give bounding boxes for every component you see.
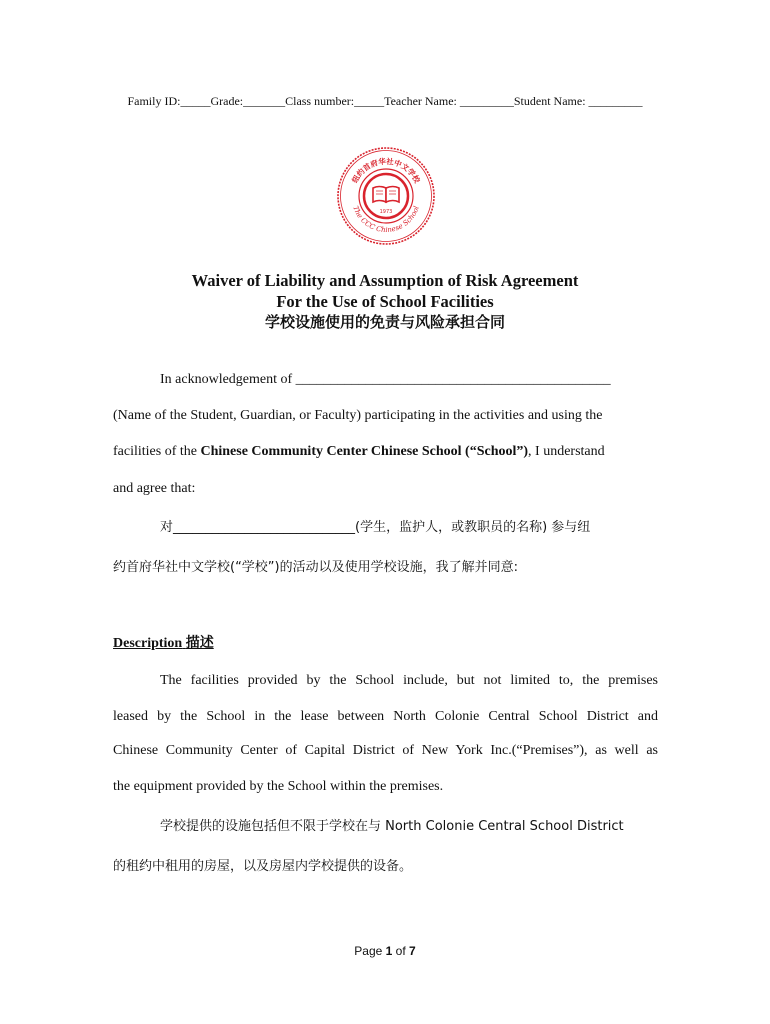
of-label: of (395, 944, 406, 958)
description-line-3: Chinese Community Center of Capital District of New York Inc.(“Premises”), as well as (113, 743, 658, 758)
description-zh-line-1: 学校提供的设施包括但不限于学校在与 North Colonie Central School District (160, 819, 624, 834)
description-heading-zh: 描述 (185, 635, 214, 651)
ack-line-3-pre: facilities of the (113, 444, 201, 459)
description-line-1: The facilities provided by the School include, but not limited to, the premises (160, 673, 658, 688)
family-info-line: Family ID:_____Grade:_______Class number:_____Teacher Name: _________Student Name: _________ (127, 94, 643, 108)
ack-zh-line-1: 对____________________________(学生，监护人，或教职员的名称) 参与纽 (160, 520, 591, 535)
open-book-icon (373, 187, 399, 203)
school-logo (336, 146, 436, 246)
ack-line-1: In acknowledgement of _____________________________________________ (160, 372, 611, 387)
page-number: 1 (385, 944, 393, 958)
description-line-2: leased by the School in the lease between North Colonie Central School District and (113, 709, 658, 724)
ack-zh-line-2: 约首府华社中文学校(“学校”)的活动以及使用学校设施，我了解并同意: (113, 560, 518, 575)
page-label: Page (354, 944, 383, 958)
description-zh-line-2: 的租约中租用的房屋，以及房屋内学校提供的设备。 (113, 859, 413, 874)
title-line-1: Waiver of Liability and Assumption of Risk Agreement (191, 271, 579, 290)
title-line-2: For the Use of School Facilities (276, 292, 494, 311)
description-line-4: the equipment provided by the School within the premises. (113, 779, 444, 794)
page-footer (0, 944, 770, 958)
document-title (0, 270, 770, 333)
logo-ring-text: 纽约首府华社中文学校 (350, 156, 422, 185)
ack-line-4: and agree that: (113, 481, 196, 496)
page-total: 7 (409, 944, 416, 958)
logo-year: 1973 (379, 209, 393, 215)
description-heading (113, 632, 658, 652)
title-line-3: 学校设施使用的免责与风险承担合同 (264, 313, 505, 331)
ack-line-3-post: , I understand (528, 444, 605, 459)
school-seal-icon (336, 146, 436, 246)
description-heading-en: Description (113, 636, 183, 651)
ack-line-3 (113, 444, 658, 460)
school-name: Chinese Community Center Chinese School (“School”) (200, 444, 529, 459)
logo-arc-text: The CCC Chinese School (351, 204, 421, 235)
ack-line-2: (Name of the Student, Guardian, or Faculty) participating in the activities and using the (113, 408, 603, 423)
